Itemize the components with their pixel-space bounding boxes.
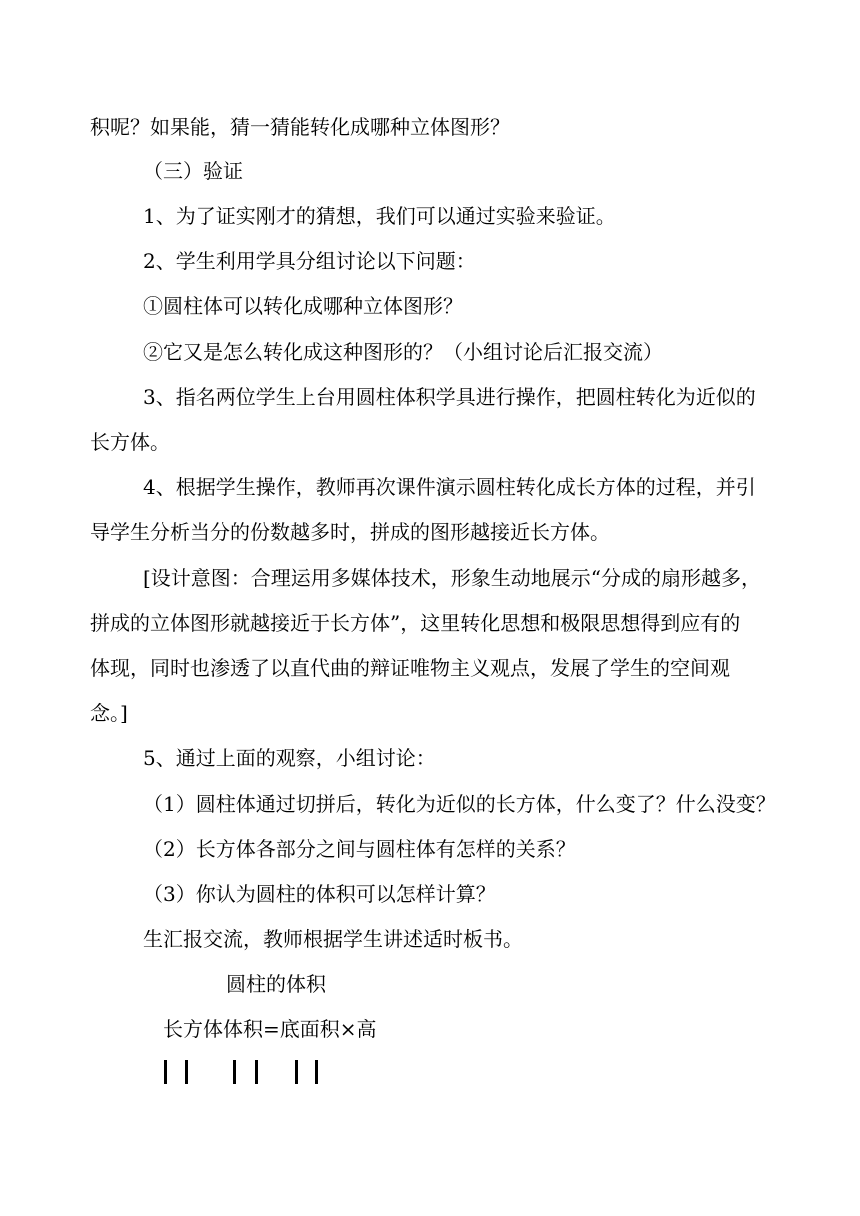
text-line: 积呢？如果能，猜一猜能转化成哪种立体图形？ xyxy=(90,115,510,139)
design-note-line: 拼成的立体图形就越接近于长方体”，这里转化思想和极限思想得到应有的 xyxy=(90,611,741,635)
bracket-mark xyxy=(255,1060,258,1084)
text-line: 4、根据学生操作，教师再次课件演示圆柱转化成长方体的过程，并引 xyxy=(143,475,756,499)
board-formula: 长方体体积=底面积×高 xyxy=(163,1017,377,1041)
bracket-mark xyxy=(164,1060,167,1084)
text-line: 长方体。 xyxy=(90,430,170,454)
section-heading: （三）验证 xyxy=(143,159,243,183)
question-line: （3）你认为圆柱的体积可以怎样计算？ xyxy=(143,882,496,906)
bracket-mark xyxy=(233,1060,236,1084)
design-note-line: [设计意图：合理运用多媒体技术，形象生动地展示“分成的扇形越多， xyxy=(143,566,762,590)
text-line: 2、学生利用学具分组讨论以下问题： xyxy=(143,249,476,273)
text-line: 导学生分析当分的份数越多时，拼成的图形越接近长方体。 xyxy=(90,520,610,544)
text-line: 生汇报交流，教师根据学生讲述适时板书。 xyxy=(143,927,523,951)
question-line: （2）长方体各部分之间与圆柱体有怎样的关系？ xyxy=(143,837,576,861)
design-note-line: 体现，同时也渗透了以直代曲的辩证唯物主义观点，发展了学生的空间观 xyxy=(90,656,730,680)
text-line: 5、通过上面的观察，小组讨论： xyxy=(143,746,436,770)
text-line: 1、为了证实刚才的猜想，我们可以通过实验来验证。 xyxy=(143,204,616,228)
bracket-mark xyxy=(295,1060,298,1084)
board-title: 圆柱的体积 xyxy=(226,972,326,996)
text-line: ①圆柱体可以转化成哪种立体图形？ xyxy=(143,294,463,318)
bracket-mark xyxy=(315,1060,318,1084)
text-line: 3、指名两位学生上台用圆柱体积学具进行操作，把圆柱转化为近似的 xyxy=(143,385,756,409)
formula-bracket-marks xyxy=(0,1060,860,1086)
design-note-line: 念。] xyxy=(90,701,128,725)
text-line: ②它又是怎么转化成这种图形的？（小组讨论后汇报交流） xyxy=(143,340,663,364)
bracket-mark xyxy=(185,1060,188,1084)
question-line: （1）圆柱体通过切拼后，转化为近似的长方体，什么变了？什么没变？ xyxy=(143,792,776,816)
